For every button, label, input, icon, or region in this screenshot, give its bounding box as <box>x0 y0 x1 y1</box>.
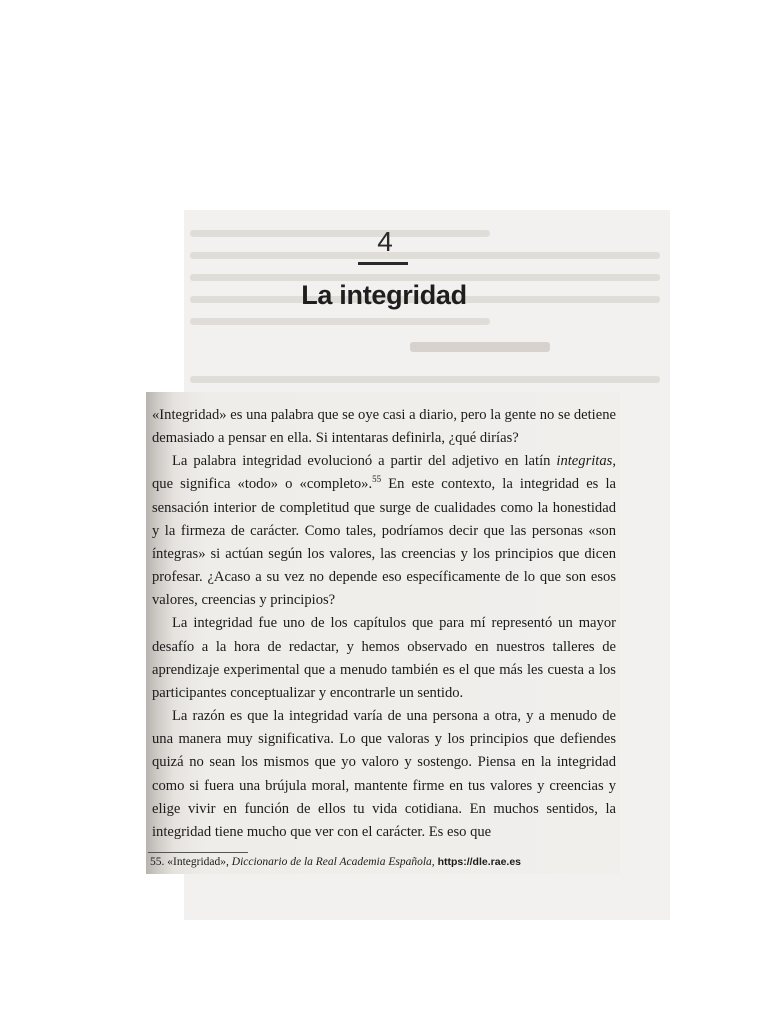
bleed-through-line <box>190 376 660 383</box>
footnote-term: «Integridad», <box>167 856 229 868</box>
paragraph-text: , que significa «todo» o «completo». <box>152 453 616 493</box>
chapter-divider <box>358 262 408 265</box>
footnote <box>150 856 618 868</box>
paragraph-text: En este contexto, la integridad es la sensación interior de completitud que surge de cualidades como la honestidad y la firmeza de carácter. Como tales, podríamos decir que las personas «son íntegras» si actúan según los valores, las creencias y los principios que dicen profesar. ¿Acaso a su vez no depende eso específicamente de lo que son esos valores, creencias y principios? <box>152 476 616 609</box>
paragraph <box>152 450 616 612</box>
paragraph <box>152 404 616 450</box>
footnote-url: https://dle.rae.es <box>437 856 522 868</box>
paragraph-text: integritas <box>556 453 613 470</box>
bleed-through-line <box>190 230 490 237</box>
footnote-source: Diccionario de la Real Academia Española, <box>231 856 435 868</box>
bleed-through-line <box>190 318 490 325</box>
footnote-reference: 55 <box>372 474 382 485</box>
paragraph-text: La razón es que la integridad varía de una persona a otra, y a menudo de una manera muy significativa. Lo que valoras y los principios que defiendes quizá no sean los mismos que yo valoro y sostengo. Piensa en la integridad como si fuera una brújula moral, mantente firme en tus valores y creencias y elige vivir en función de ellos tu vida cotidiana. En muchos sentidos, la integridad tiene mucho que ver con el carácter. Es eso que <box>152 708 616 840</box>
paragraph <box>152 612 616 705</box>
footnote-divider <box>148 852 248 853</box>
paragraph <box>152 705 616 844</box>
paragraph-text: «Integridad» es una palabra que se oye casi a diario, pero la gente no se detiene demasiado a pensar en ella. Si intentaras definirla, ¿qué dirías? <box>152 407 616 447</box>
chapter-number: 4 <box>377 226 393 257</box>
body-text <box>152 404 616 844</box>
paragraph-text: La palabra integridad evolucionó a partir del adjetivo en latín <box>172 453 557 470</box>
bleed-through-heading <box>410 342 550 352</box>
chapter-title: La integridad <box>301 280 467 310</box>
paragraph-text: La integridad fue uno de los capítulos que para mí representó un mayor desafío a la hora de redactar, y hemos observado en nuestros talleres de aprendizaje experimental que a menudo también es el que más les cuesta a los participantes conceptualizar y encontrarle un sentido. <box>152 615 616 701</box>
bleed-through-line <box>190 252 660 259</box>
footnote-number: 55. <box>150 856 165 868</box>
